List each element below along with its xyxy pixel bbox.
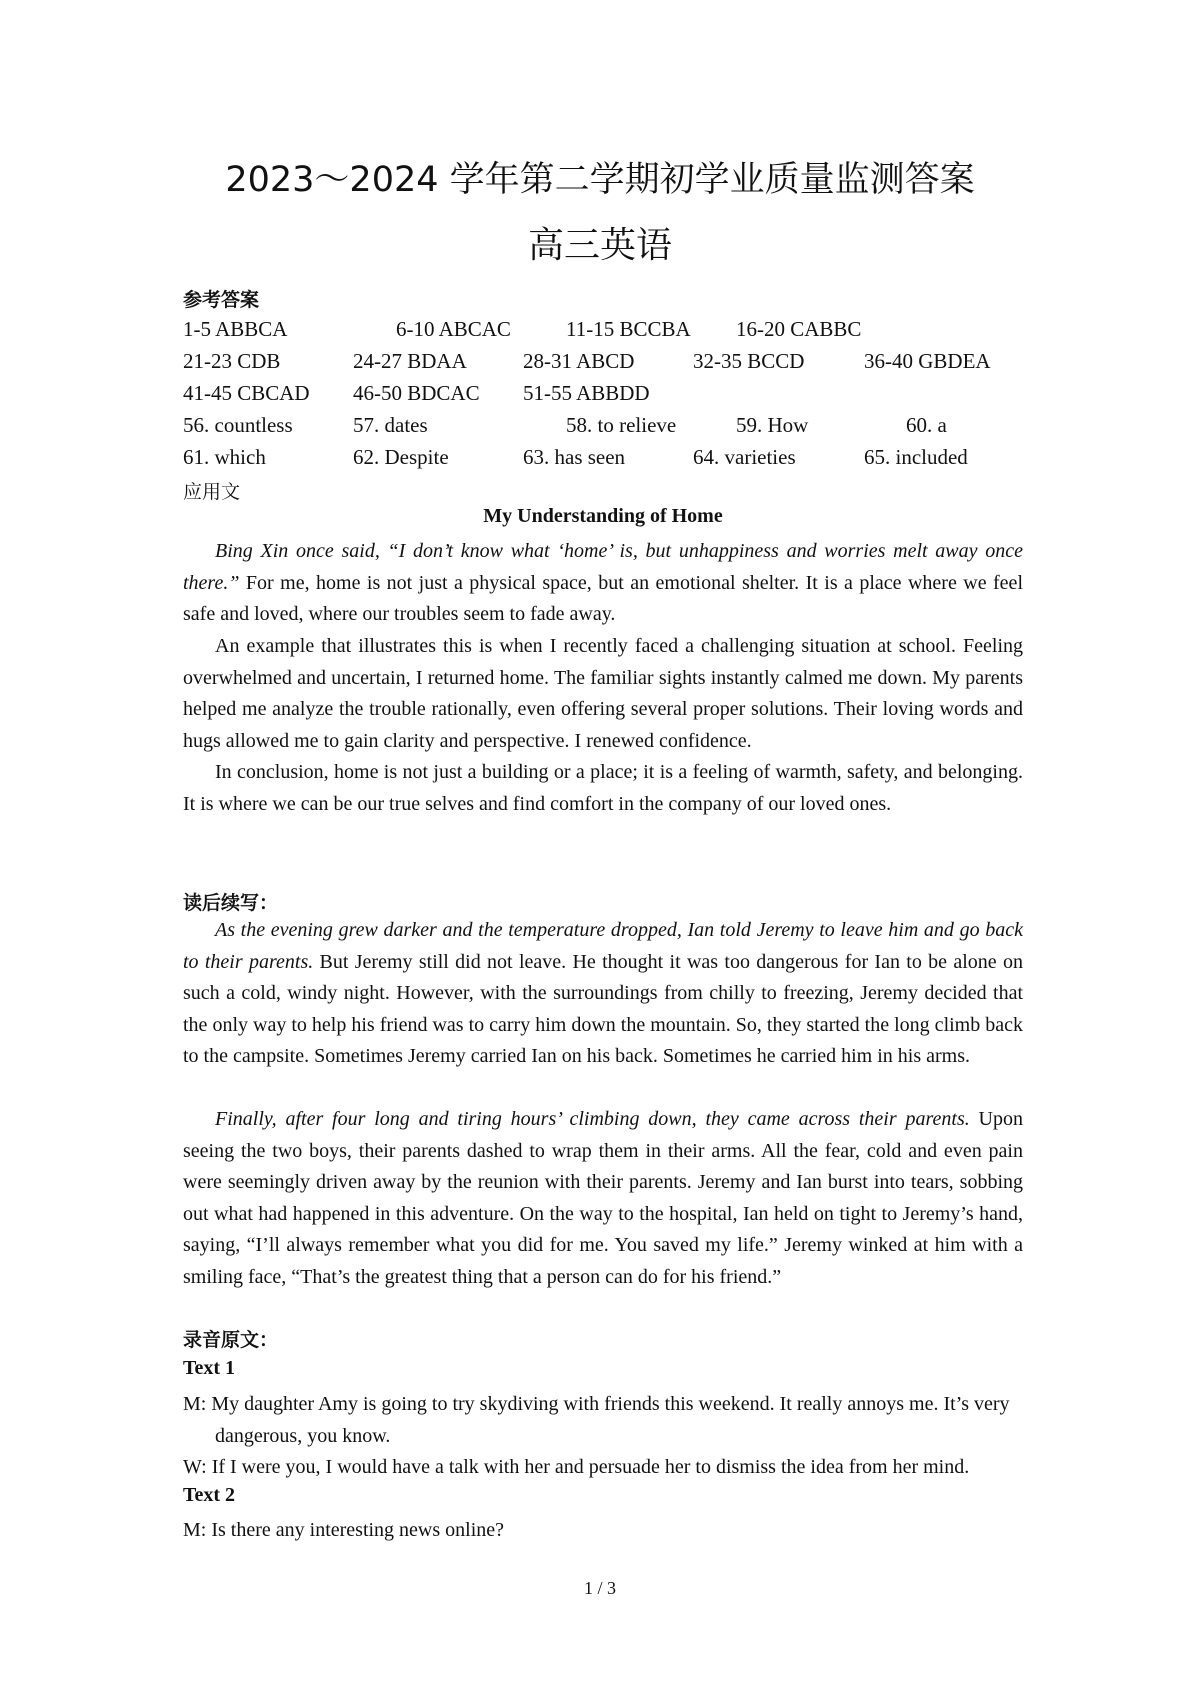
answer-cell: 1-5 ABBCA: [183, 317, 288, 341]
answer-cell: 61. which: [183, 445, 266, 469]
dialog-line: M: My daughter Amy is going to try skydiving with friends this weekend. It really annoys me. It’s very dangerous, you know.: [183, 1393, 1010, 1447]
transcript-heading: 录音原文：: [183, 1329, 279, 1351]
answer-row: [183, 445, 1023, 477]
quote-text: Bing Xin once said, “I don’t know what ‘home’ is, but unhappiness and worries melt away once there.”: [183, 540, 1023, 594]
essay-paragraph: An example that illustrates this is when I recently faced a challenging situation at school. Feeling overwhelmed and uncertain, I returned home. The familiar sights instantly calmed me down. My parents helped me analyze the trouble rationally, even offering several proper solutions. Their loving words and hugs allowed me to gain clarity and perspective. I renewed confidence.: [183, 635, 1023, 752]
answer-cell: 21-23 CDB: [183, 349, 281, 373]
story-paragraph: [183, 1104, 1023, 1294]
answer-cell: 32-35 BCCD: [693, 349, 805, 373]
answer-cell: 63. has seen: [523, 445, 626, 469]
paragraph-text: For me, home is not just a physical space, but an emotional shelter. It is a place where we feel safe and loved, where our troubles seem to fade away.: [183, 571, 1023, 626]
answer-cell: 62. Despite: [353, 445, 449, 469]
answer-cell: 59. How: [736, 413, 809, 437]
answer-cell: 51-55 ABBDD: [523, 381, 650, 405]
page-title: 2023～2024 学年第二学期初学业质量监测答案: [225, 160, 975, 200]
answer-cell: 58. to relieve: [566, 413, 677, 437]
answer-row: [183, 349, 1023, 381]
paragraph-text: Upon seeing the two boys, their parents dashed to wrap them in their arms. All the fear, cold and even pain were seemingly driven away by the reunion with their parents. Jeremy and Ian burst into tears, sobbing out what had happened in this adventure. On the way to the hospital, Ian held on tight to Jeremy’s hand, saying, “I’ll always remember what you did for me. You saved my life.” Jeremy winked at him with a smiling face, “That’s the greatest thing that a person can do for his friend.”: [183, 1108, 1023, 1288]
continuation-heading: 读后续写：: [183, 892, 279, 914]
applied-writing-heading: 应用文: [183, 481, 241, 503]
answer-cell: 56. countless: [183, 413, 293, 437]
answer-row: [183, 317, 1023, 349]
story-paragraph: [183, 915, 1023, 1073]
paragraph-text: But Jeremy still did not leave. He thought it was too dangerous for Ian to be alone on such a cold, windy night. However, with the surroundings from chilly to freezing, Jeremy decided that the only way to help his friend was to carry him down the mountain. So, they started the long climb back to the campsite. Sometimes Jeremy carried Ian on his back. Sometimes he carried him in his arms.: [183, 950, 1023, 1068]
answer-cell: 64. varieties: [693, 445, 796, 469]
answer-cell: 6-10 ABCAC: [396, 317, 511, 341]
answer-cell: 57. dates: [353, 413, 428, 437]
answer-cell: 46-50 BDCAC: [353, 381, 480, 405]
essay-paragraph: In conclusion, home is not just a building or a place; it is a feeling of warmth, safety, and belonging. It is where we can be our true selves and find comfort in the company of our loved ones.: [183, 761, 1023, 815]
dialog-line: M: Is there any interesting news online?: [183, 1519, 505, 1541]
reference-heading: 参考答案: [183, 289, 260, 311]
essay-title: My Understanding of Home: [483, 505, 723, 527]
given-opening: As the evening grew darker and the temperature dropped, Ian told Jeremy to leave him and go back to their parents.: [183, 919, 1023, 973]
page-subtitle: 高三英语: [527, 225, 672, 266]
answer-cell: 11-15 BCCBA: [566, 317, 691, 341]
answer-row: [183, 381, 1023, 413]
answer-cell: 28-31 ABCD: [523, 349, 635, 373]
answer-cell: 41-45 CBCAD: [183, 381, 310, 405]
page-number: 1 / 3: [583, 1578, 616, 1598]
answer-row: [183, 413, 1023, 445]
dialog-line: W: If I were you, I would have a talk with her and persuade her to dismiss the idea from her mind.: [183, 1456, 970, 1478]
answer-cell: 60. a: [906, 413, 947, 437]
given-opening: Finally, after four long and tiring hours’ climbing down, they came across their parents.: [215, 1108, 970, 1130]
text2-label: Text 2: [183, 1484, 236, 1506]
text1-label: Text 1: [183, 1357, 236, 1379]
answer-cell: 16-20 CABBC: [736, 317, 862, 341]
answer-cell: 24-27 BDAA: [353, 349, 467, 373]
answer-cell: 65. included: [864, 445, 968, 469]
essay-paragraph: [183, 536, 1023, 631]
answer-cell: 36-40 GBDEA: [864, 349, 991, 373]
